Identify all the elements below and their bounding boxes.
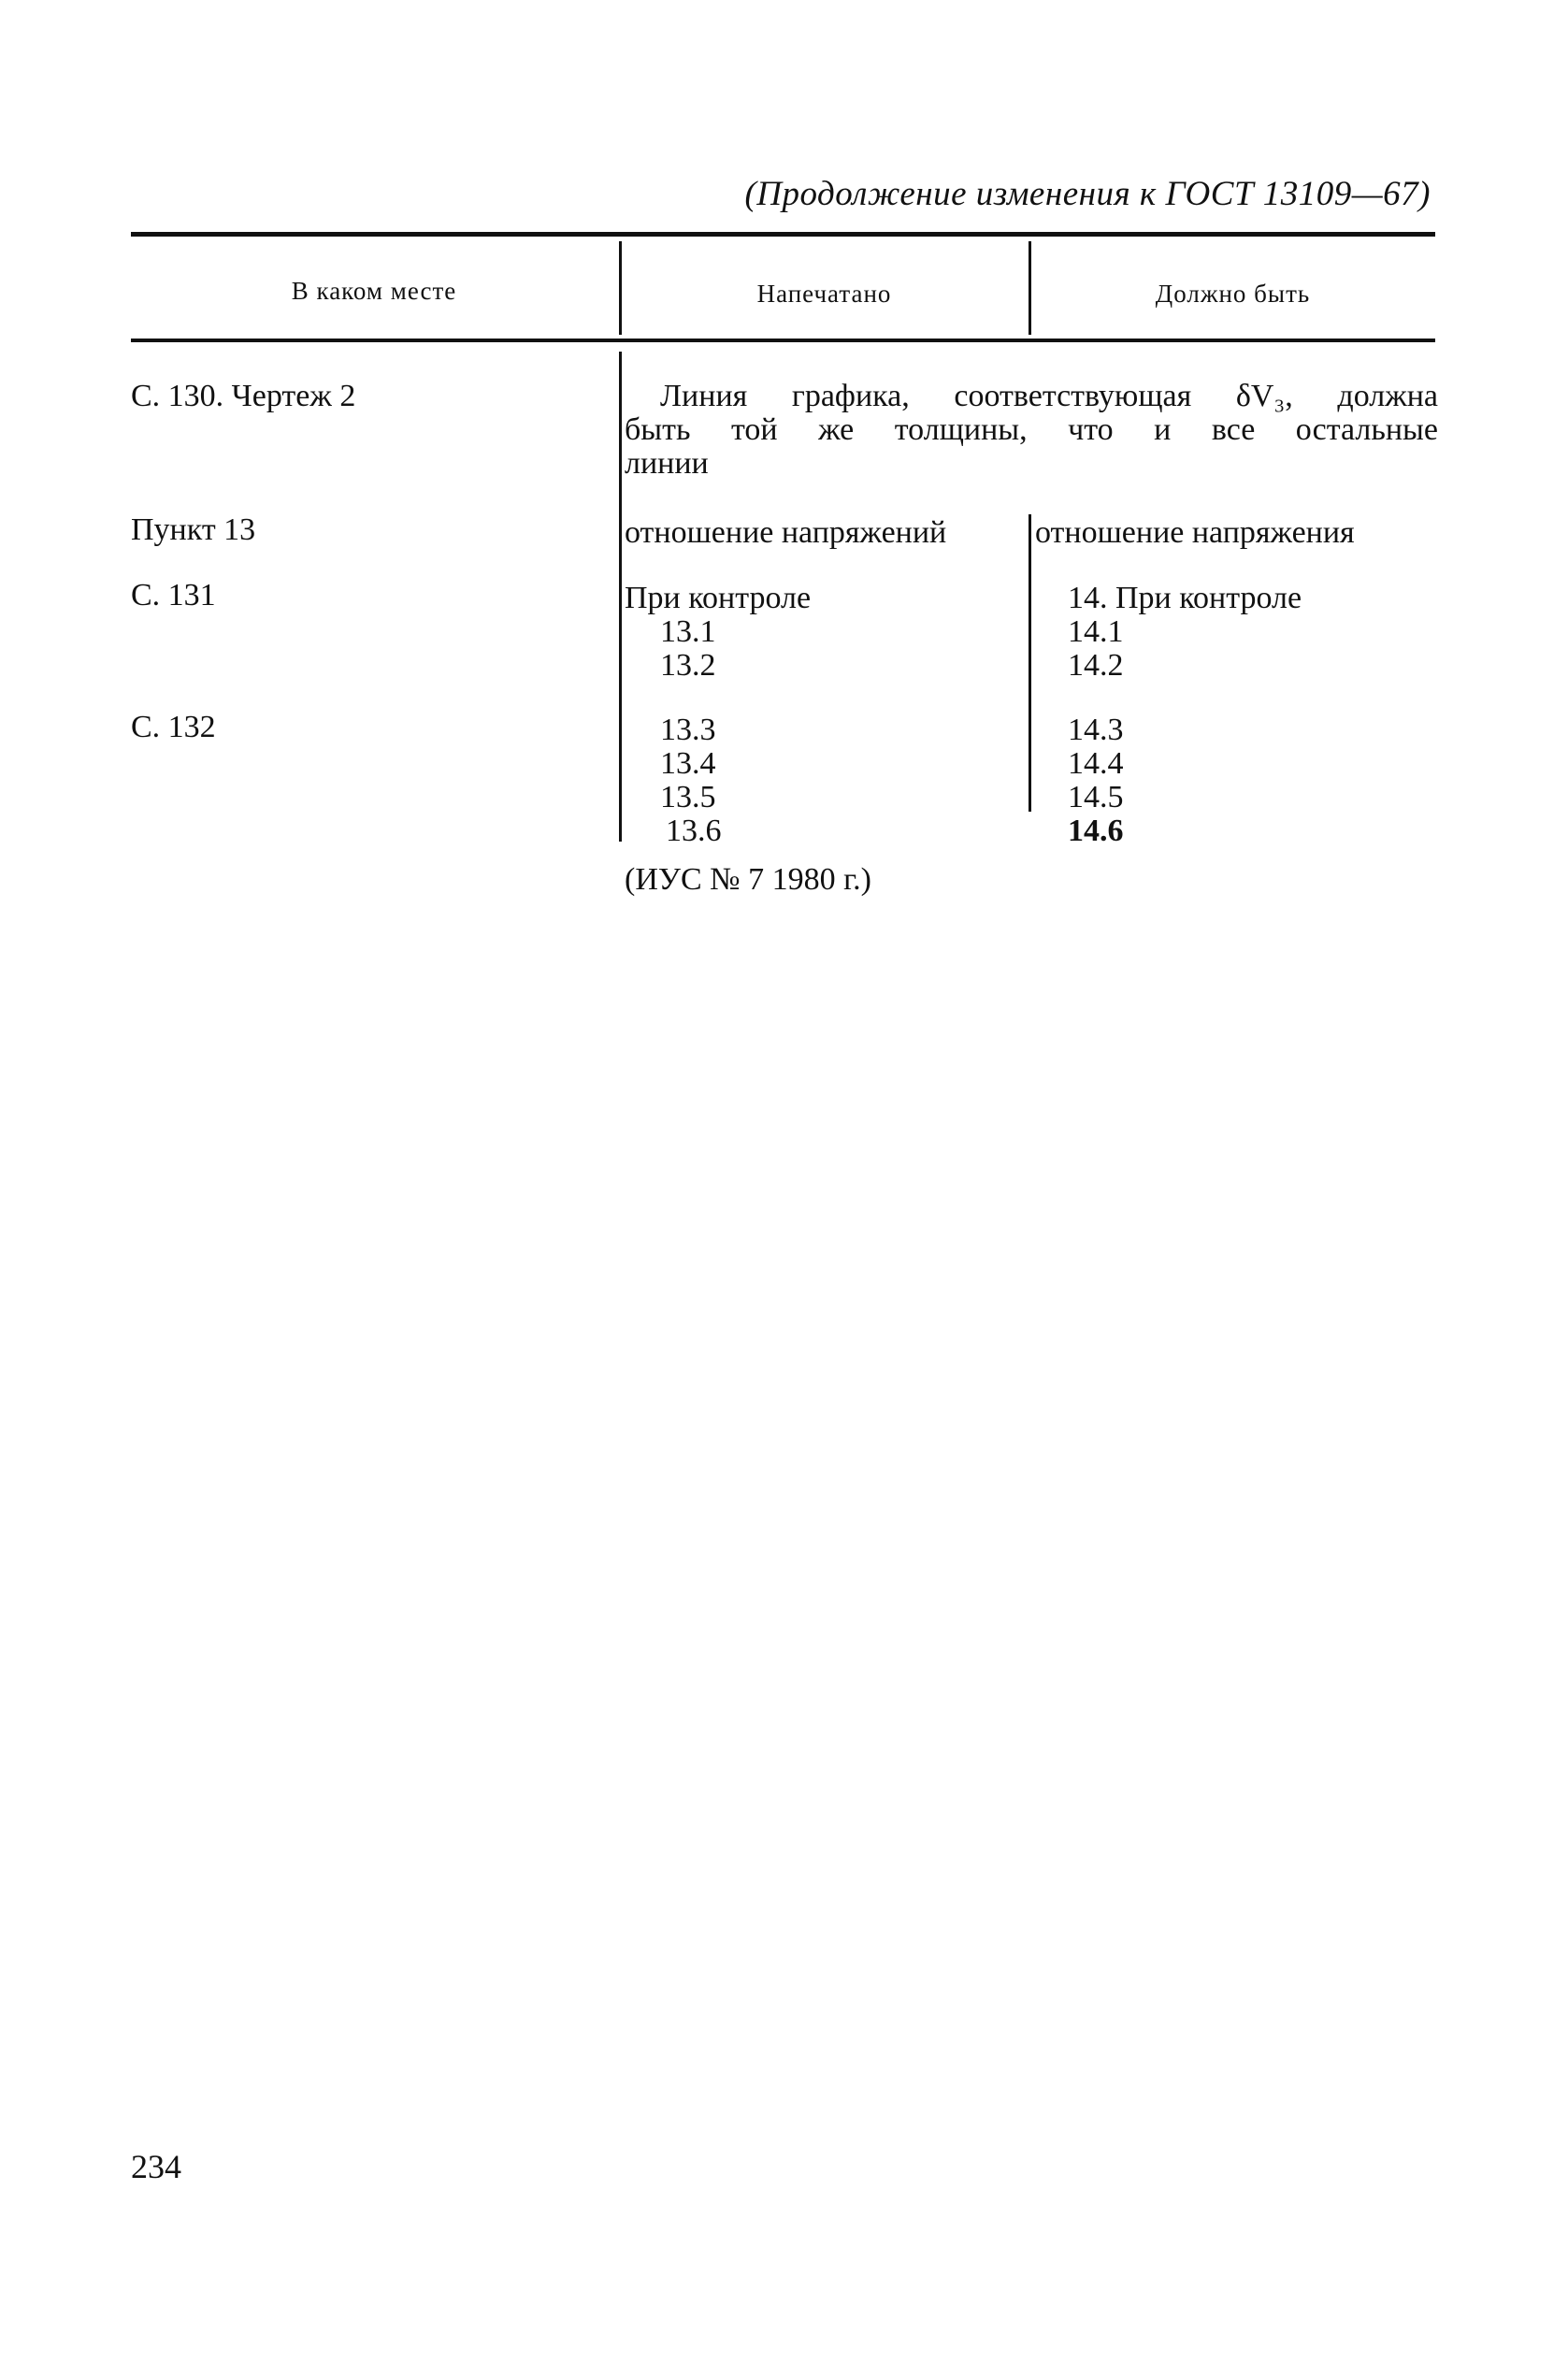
body-divider-right bbox=[1029, 514, 1031, 812]
header-bottom-rule bbox=[131, 339, 1435, 342]
header-divider-left bbox=[619, 241, 622, 335]
should-be-value: 14.3 bbox=[1068, 713, 1124, 747]
row-place: С. 132 bbox=[131, 710, 216, 744]
row-place: С. 130. Чертеж 2 bbox=[131, 379, 356, 413]
note-line: Линия графика, соответствующая δV₃, должна bbox=[660, 379, 1438, 413]
note-line: быть той же толщины, что и все остальные bbox=[625, 412, 1438, 447]
should-be-value: 14.2 bbox=[1068, 648, 1124, 683]
row-place: Пункт 13 bbox=[131, 512, 256, 547]
printed-value: 13.3 bbox=[660, 713, 716, 747]
row-note bbox=[625, 380, 1438, 481]
should-be-value: отношение напряжения bbox=[1035, 515, 1355, 550]
printed-value: 13.1 bbox=[660, 614, 716, 649]
printed-value: 13.4 bbox=[660, 746, 716, 781]
printed-value: При контроле bbox=[625, 581, 812, 615]
row-place: С. 131 bbox=[131, 578, 216, 612]
header-divider-right bbox=[1029, 241, 1031, 335]
should-be-value: 14.1 bbox=[1068, 614, 1124, 649]
running-head: (Продолжение изменения к ГОСТ 13109—67) bbox=[744, 175, 1431, 213]
should-be-value: 14.5 bbox=[1068, 780, 1124, 814]
printed-value: отношение напряжений bbox=[625, 515, 947, 550]
should-be-value: 14. При контроле bbox=[1068, 581, 1302, 615]
note-line: линии bbox=[625, 446, 709, 481]
header-place: В каком месте bbox=[291, 277, 457, 305]
should-be-value: 14.6 bbox=[1068, 814, 1124, 848]
printed-value: 13.6 bbox=[666, 814, 722, 848]
printed-value: 13.2 bbox=[660, 648, 716, 683]
page-number: 234 bbox=[131, 2148, 181, 2185]
should-be-value: 14.4 bbox=[1068, 746, 1124, 781]
printed-value: 13.5 bbox=[660, 780, 716, 814]
body-divider-left bbox=[619, 352, 622, 842]
header-printed: Напечатано bbox=[756, 280, 892, 308]
table-top-rule bbox=[131, 232, 1435, 237]
footnote-source: (ИУС № 7 1980 г.) bbox=[625, 862, 871, 897]
header-should-be: Должно быть bbox=[1155, 280, 1311, 308]
